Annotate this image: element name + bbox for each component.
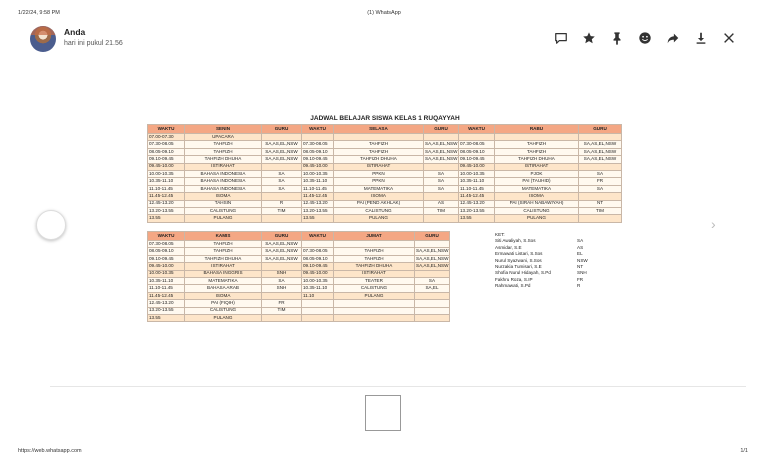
table-cell: TAHFIZH xyxy=(185,141,262,148)
table-cell: CALISTUNG xyxy=(334,285,415,292)
table-cell: 08.05-09.10 xyxy=(459,148,495,155)
table-cell: 10.00-10.35 xyxy=(302,277,334,284)
table-cell: TAHFIZH xyxy=(495,148,579,155)
table-cell: BAHASA INDONESIA xyxy=(185,178,262,185)
table-cell: BAHASA INGGRIS xyxy=(185,270,262,277)
table-row xyxy=(148,307,450,314)
table-cell: 13.55 xyxy=(459,215,495,222)
table-cell: CALISTUNG xyxy=(185,307,262,314)
table-cell: TIM xyxy=(262,207,302,214)
table-cell: AS xyxy=(424,200,459,207)
table-cell: TIM xyxy=(579,207,622,214)
table-row xyxy=(148,255,450,262)
table-cell xyxy=(302,134,334,141)
table-cell: SA,EL xyxy=(415,285,450,292)
download-icon[interactable] xyxy=(692,29,710,47)
table-header-row xyxy=(148,125,622,134)
table-cell: BAHASA INDONESIA xyxy=(185,185,262,192)
table-cell: 09.45-10.00 xyxy=(302,163,334,170)
column-header: SELASA xyxy=(334,125,424,134)
table-cell xyxy=(334,300,415,307)
column-header: GURU xyxy=(262,125,302,134)
teacher-name: Rahmawati, S.Pd xyxy=(495,283,531,289)
table-cell xyxy=(262,215,302,222)
table-row xyxy=(148,270,450,277)
star-icon[interactable] xyxy=(580,29,598,47)
table-cell: 12.45-13.20 xyxy=(302,200,334,207)
table-cell: 07.30-08.05 xyxy=(302,141,334,148)
table-cell: SA,AS,EL,NSW xyxy=(579,156,622,163)
table-cell xyxy=(495,134,579,141)
schedule-title: JADWAL BELAJAR SISWA KELAS 1 RUQAYYAH xyxy=(310,115,460,122)
table-cell: ISTIRAHAT xyxy=(334,270,415,277)
table-cell xyxy=(415,241,450,248)
table-cell: SA,AS,EL,NSW xyxy=(262,255,302,262)
table-row xyxy=(148,314,450,321)
table-cell xyxy=(424,193,459,200)
table-cell: 13.20-13.55 xyxy=(148,207,185,214)
table-cell: SNH xyxy=(262,285,302,292)
table-cell: 11.45-12.45 xyxy=(302,193,334,200)
table-cell: TAHFIZH xyxy=(185,148,262,155)
table-cell: PPKN xyxy=(334,178,424,185)
table-cell: PAI (PEND AKHLAK) xyxy=(334,200,424,207)
table-cell: 07.30-08.05 xyxy=(148,141,185,148)
teacher-name: Ermawati Listari, S.Sos xyxy=(495,251,543,257)
media-viewer-header xyxy=(30,25,738,55)
table-cell: CALISTUNG xyxy=(334,207,424,214)
column-header: GURU xyxy=(415,232,450,241)
table-cell: 12.45-13.20 xyxy=(148,300,185,307)
table-cell: 10.00-10.35 xyxy=(459,170,495,177)
table-cell: SA xyxy=(262,185,302,192)
print-title: (1) WhatsApp xyxy=(367,10,401,16)
table-cell: SA xyxy=(424,185,459,192)
teacher-name: Asmidar, S.E xyxy=(495,244,522,250)
table-cell: 11.10-11.45 xyxy=(459,185,495,192)
table-row xyxy=(148,277,450,284)
table-cell: 07.00-07.30 xyxy=(148,134,185,141)
table-cell: PAI (TAUHID) xyxy=(495,178,579,185)
table-cell: SA xyxy=(262,170,302,177)
table-cell: 09.10-09.45 xyxy=(459,156,495,163)
table-cell xyxy=(262,314,302,321)
table-cell: 11.10-11.45 xyxy=(148,285,185,292)
forward-icon[interactable] xyxy=(664,29,682,47)
table-cell: 10.00-10.35 xyxy=(148,170,185,177)
column-header: WAKTU xyxy=(148,125,185,134)
table-cell: 13.20-13.55 xyxy=(148,307,185,314)
column-header: WAKTU xyxy=(302,232,334,241)
table-cell: 10.35-11.10 xyxy=(148,178,185,185)
table-header-row xyxy=(148,232,450,241)
table-cell: TAHFIZH DHUHA xyxy=(185,156,262,163)
table-cell: 13.20-13.55 xyxy=(459,207,495,214)
table-cell: TAHFIZH xyxy=(495,141,579,148)
table-cell: PULANG xyxy=(334,215,424,222)
table-cell xyxy=(415,300,450,307)
teacher-legend xyxy=(495,232,588,290)
table-row xyxy=(148,263,450,270)
print-page: 1/1 xyxy=(740,448,748,454)
table-cell: 13.55 xyxy=(148,215,185,222)
table-cell: SA xyxy=(415,277,450,284)
table-cell: 10.35-11.10 xyxy=(459,178,495,185)
table-cell: TAHFIZH DHUHA xyxy=(495,156,579,163)
table-cell: SA,AS,EL,NSW xyxy=(425,141,458,147)
table-cell xyxy=(302,241,334,248)
table-cell: BAHASA INDONESIA xyxy=(185,170,262,177)
teacher-name: Siti Awaliyah, S.Sos xyxy=(495,238,536,244)
table-cell xyxy=(459,134,495,141)
table-cell: TIM xyxy=(262,307,302,314)
table-cell: SA,AS,EL,NSW xyxy=(262,241,302,248)
table-row xyxy=(148,215,622,222)
table-cell xyxy=(579,163,622,170)
table-cell: 08.05-09.10 xyxy=(302,148,334,155)
table-cell xyxy=(262,193,302,200)
table-cell: ISTIRAHAT xyxy=(334,163,424,170)
table-cell: 08.05-09.10 xyxy=(148,248,185,255)
table-cell: 10.35-11.10 xyxy=(302,285,334,292)
teacher-code: SNH xyxy=(577,270,587,276)
table-cell: 09.45-10.00 xyxy=(148,163,185,170)
table-cell xyxy=(424,163,459,170)
table-cell: BAHASA ARAB xyxy=(185,285,262,292)
print-url: https://web.whatsapp.com xyxy=(18,448,82,454)
table-cell: TIM xyxy=(424,207,459,214)
table-cell: MATEMATIKA xyxy=(334,185,424,192)
table-cell: 13.20-13.55 xyxy=(302,207,334,214)
table-row xyxy=(148,300,450,307)
schedule-image xyxy=(145,113,625,328)
table-cell: ISOMA xyxy=(334,193,424,200)
table-cell xyxy=(262,134,302,141)
table-cell: 09.10-09.45 xyxy=(148,156,185,163)
table-row xyxy=(148,207,622,214)
table-cell: 13.55 xyxy=(148,314,185,321)
table-cell xyxy=(415,314,450,321)
table-cell: FR xyxy=(262,300,302,307)
table-cell: 08.05-09.10 xyxy=(302,255,334,262)
table-cell: 10.35-11.10 xyxy=(302,178,334,185)
table-row xyxy=(148,141,622,148)
table-cell: SA xyxy=(424,178,459,185)
emoji-icon[interactable] xyxy=(636,29,654,47)
table-row xyxy=(148,248,450,255)
table-row xyxy=(148,200,622,207)
table-cell: 11.10-11.45 xyxy=(148,185,185,192)
table-cell: 09.45-10.00 xyxy=(459,163,495,170)
table-cell: MATEMATIKA xyxy=(185,277,262,284)
table-row xyxy=(148,292,450,299)
table-row xyxy=(148,285,450,292)
table-cell: SA,AS,EL,NSW xyxy=(262,148,302,155)
table-cell: SA,AS,EL,NSW xyxy=(262,156,302,163)
table-cell: 09.10-09.45 xyxy=(148,255,185,262)
table-row xyxy=(148,170,622,177)
table-cell: 11.45-12.45 xyxy=(148,292,185,299)
viewer-actions xyxy=(552,29,738,47)
table-cell xyxy=(262,292,302,299)
table-cell: ISOMA xyxy=(495,193,579,200)
table-cell: PULANG xyxy=(185,215,262,222)
avatar[interactable] xyxy=(30,26,56,52)
chevron-left-icon[interactable] xyxy=(36,210,66,240)
table-cell: SA,AS,EL,NSW xyxy=(425,156,458,162)
table-cell: SA,AS,EL,NSW xyxy=(416,255,449,261)
table-cell: SA,AS,EL,NSW xyxy=(416,263,449,269)
table-cell: TEATER xyxy=(334,277,415,284)
column-header: SENIN xyxy=(185,125,262,134)
table-cell: 07.30-08.05 xyxy=(302,248,334,255)
table-cell: SA xyxy=(262,277,302,284)
table-cell: TAHFIZH xyxy=(334,248,415,255)
table-cell: PULANG xyxy=(334,292,415,299)
table-cell: 09.10-09.45 xyxy=(302,263,334,270)
table-row xyxy=(148,185,622,192)
table-cell: TAHFIZH xyxy=(334,141,424,148)
column-header: GURU xyxy=(579,125,622,134)
table-cell: 11.10-11.45 xyxy=(302,185,334,192)
close-icon[interactable] xyxy=(720,29,738,47)
media-thumbnail[interactable] xyxy=(365,395,401,431)
table-cell: 09.45-10.00 xyxy=(302,270,334,277)
table-cell: SA,AS,EL,NSW xyxy=(579,148,622,155)
table-cell xyxy=(334,134,424,141)
table-cell: SA,AS,EL,NSW xyxy=(579,141,622,148)
legend-item xyxy=(495,283,588,289)
table-cell xyxy=(334,314,415,321)
table-cell xyxy=(334,307,415,314)
column-header: WAKTU xyxy=(148,232,185,241)
table-cell: 10.00-10.35 xyxy=(302,170,334,177)
table-cell xyxy=(424,215,459,222)
table-cell: TAHFIZH DHUHA xyxy=(334,156,424,163)
table-cell xyxy=(334,241,415,248)
column-header: RABU xyxy=(495,125,579,134)
table-cell: SA,AS,EL,NSW xyxy=(425,148,458,154)
table-cell: 12.45-13.20 xyxy=(459,200,495,207)
teacher-code: AS xyxy=(577,244,584,250)
legend-label: KET: xyxy=(495,232,505,237)
teacher-code: EL xyxy=(577,251,583,257)
schedule-table-mon-wed xyxy=(147,124,622,223)
table-cell: TAHFIZH xyxy=(334,148,424,155)
table-row xyxy=(148,156,622,163)
table-cell xyxy=(415,292,450,299)
table-cell xyxy=(579,215,622,222)
column-header: KAMIS xyxy=(185,232,262,241)
sender-time: hari ini pukul 21.56 xyxy=(64,40,123,47)
table-cell: ISTIRAHAT xyxy=(495,163,579,170)
table-cell: SNH xyxy=(262,270,302,277)
table-cell: PAI (FIQIH) xyxy=(185,300,262,307)
table-cell: TAHFIZH xyxy=(185,248,262,255)
table-cell: NT xyxy=(579,200,622,207)
schedule-table-thu-fri xyxy=(147,231,450,322)
table-cell: SA,AS,EL,NSW xyxy=(262,248,302,255)
table-cell: 07.30-08.05 xyxy=(148,241,185,248)
message-icon[interactable] xyxy=(552,29,570,47)
table-cell: SA xyxy=(424,170,459,177)
table-cell: TAHFIZH DHUHA xyxy=(185,255,262,262)
column-header: WAKTU xyxy=(302,125,334,134)
table-cell xyxy=(302,307,334,314)
table-cell xyxy=(262,263,302,270)
teacher-code: NT xyxy=(577,264,584,270)
table-cell: TAHFIZH xyxy=(334,255,415,262)
table-cell: ISTIRAHAT xyxy=(185,163,262,170)
table-cell: PAI (SIRAH NABAWIYAH) xyxy=(495,200,579,207)
table-cell: MATEMATIKA xyxy=(495,185,579,192)
table-cell xyxy=(415,270,450,277)
table-cell: 07.30-08.05 xyxy=(459,141,495,148)
column-header: WAKTU xyxy=(459,125,495,134)
table-cell xyxy=(579,193,622,200)
chevron-right-icon[interactable]: › xyxy=(711,216,716,232)
teacher-code: R xyxy=(577,283,581,289)
table-cell: 09.45-10.00 xyxy=(148,263,185,270)
table-cell: PJOK xyxy=(495,170,579,177)
table-row xyxy=(148,163,622,170)
table-cell: PPKN xyxy=(334,170,424,177)
table-cell: 10.35-11.10 xyxy=(148,277,185,284)
table-cell: UPACARA xyxy=(185,134,262,141)
teacher-code: NSW xyxy=(577,257,588,263)
table-cell: TAHFIZH xyxy=(185,241,262,248)
table-row xyxy=(148,241,450,248)
table-cell: 12.45-13.20 xyxy=(148,200,185,207)
table-cell: TAHFIZH DHUHA xyxy=(334,263,415,270)
table-cell: 11.10 xyxy=(302,292,334,299)
table-row xyxy=(148,193,622,200)
table-cell xyxy=(302,300,334,307)
teacher-code: SA xyxy=(577,238,584,244)
table-cell: 08.05-09.10 xyxy=(148,148,185,155)
table-row xyxy=(148,148,622,155)
table-cell: 10.00-10.35 xyxy=(148,270,185,277)
table-cell: SA xyxy=(579,170,622,177)
table-cell: 11.45-12.45 xyxy=(459,193,495,200)
pin-icon[interactable] xyxy=(608,29,626,47)
table-cell: SA,AS,EL,NSW xyxy=(416,248,449,254)
divider xyxy=(50,386,746,387)
table-cell: SA,AS,EL,NSW xyxy=(262,141,302,148)
teacher-name: Nurul Syazwani, S.Sos xyxy=(495,257,542,263)
table-row xyxy=(148,134,622,141)
table-cell xyxy=(262,163,302,170)
table-cell: CALISTUNG xyxy=(495,207,579,214)
table-cell: ISOMA xyxy=(185,193,262,200)
column-header: JUMAT xyxy=(334,232,415,241)
table-row xyxy=(148,178,622,185)
teacher-name: Nurzakia Tumisari, S.E xyxy=(495,264,542,270)
table-cell: TAHSIN xyxy=(185,200,262,207)
teacher-code: FR xyxy=(577,276,584,282)
teacher-name: Shofia Nurul Hidayah, S.Pd xyxy=(495,270,551,276)
column-header: GURU xyxy=(262,232,302,241)
sender-name: Anda xyxy=(64,27,86,37)
print-date: 1/22/24, 9:58 PM xyxy=(18,10,60,16)
table-cell: PULANG xyxy=(495,215,579,222)
table-cell: 11.45-12.45 xyxy=(148,193,185,200)
column-header: GURU xyxy=(424,125,459,134)
table-cell: ISTIRAHAT xyxy=(185,263,262,270)
table-cell xyxy=(424,134,459,141)
table-cell xyxy=(415,307,450,314)
table-cell: R xyxy=(262,200,302,207)
table-cell: PULANG xyxy=(185,314,262,321)
teacher-name: Fakhru Roza, S.IP xyxy=(495,276,533,282)
table-cell: 09.10-09.45 xyxy=(302,156,334,163)
table-cell: SA xyxy=(262,178,302,185)
table-cell: FR xyxy=(579,178,622,185)
table-cell: SA xyxy=(579,185,622,192)
table-cell xyxy=(579,134,622,141)
table-cell: 13.55 xyxy=(302,215,334,222)
table-cell: CALISTUNG xyxy=(185,207,262,214)
table-cell: ISOMA xyxy=(185,292,262,299)
table-cell xyxy=(302,314,334,321)
